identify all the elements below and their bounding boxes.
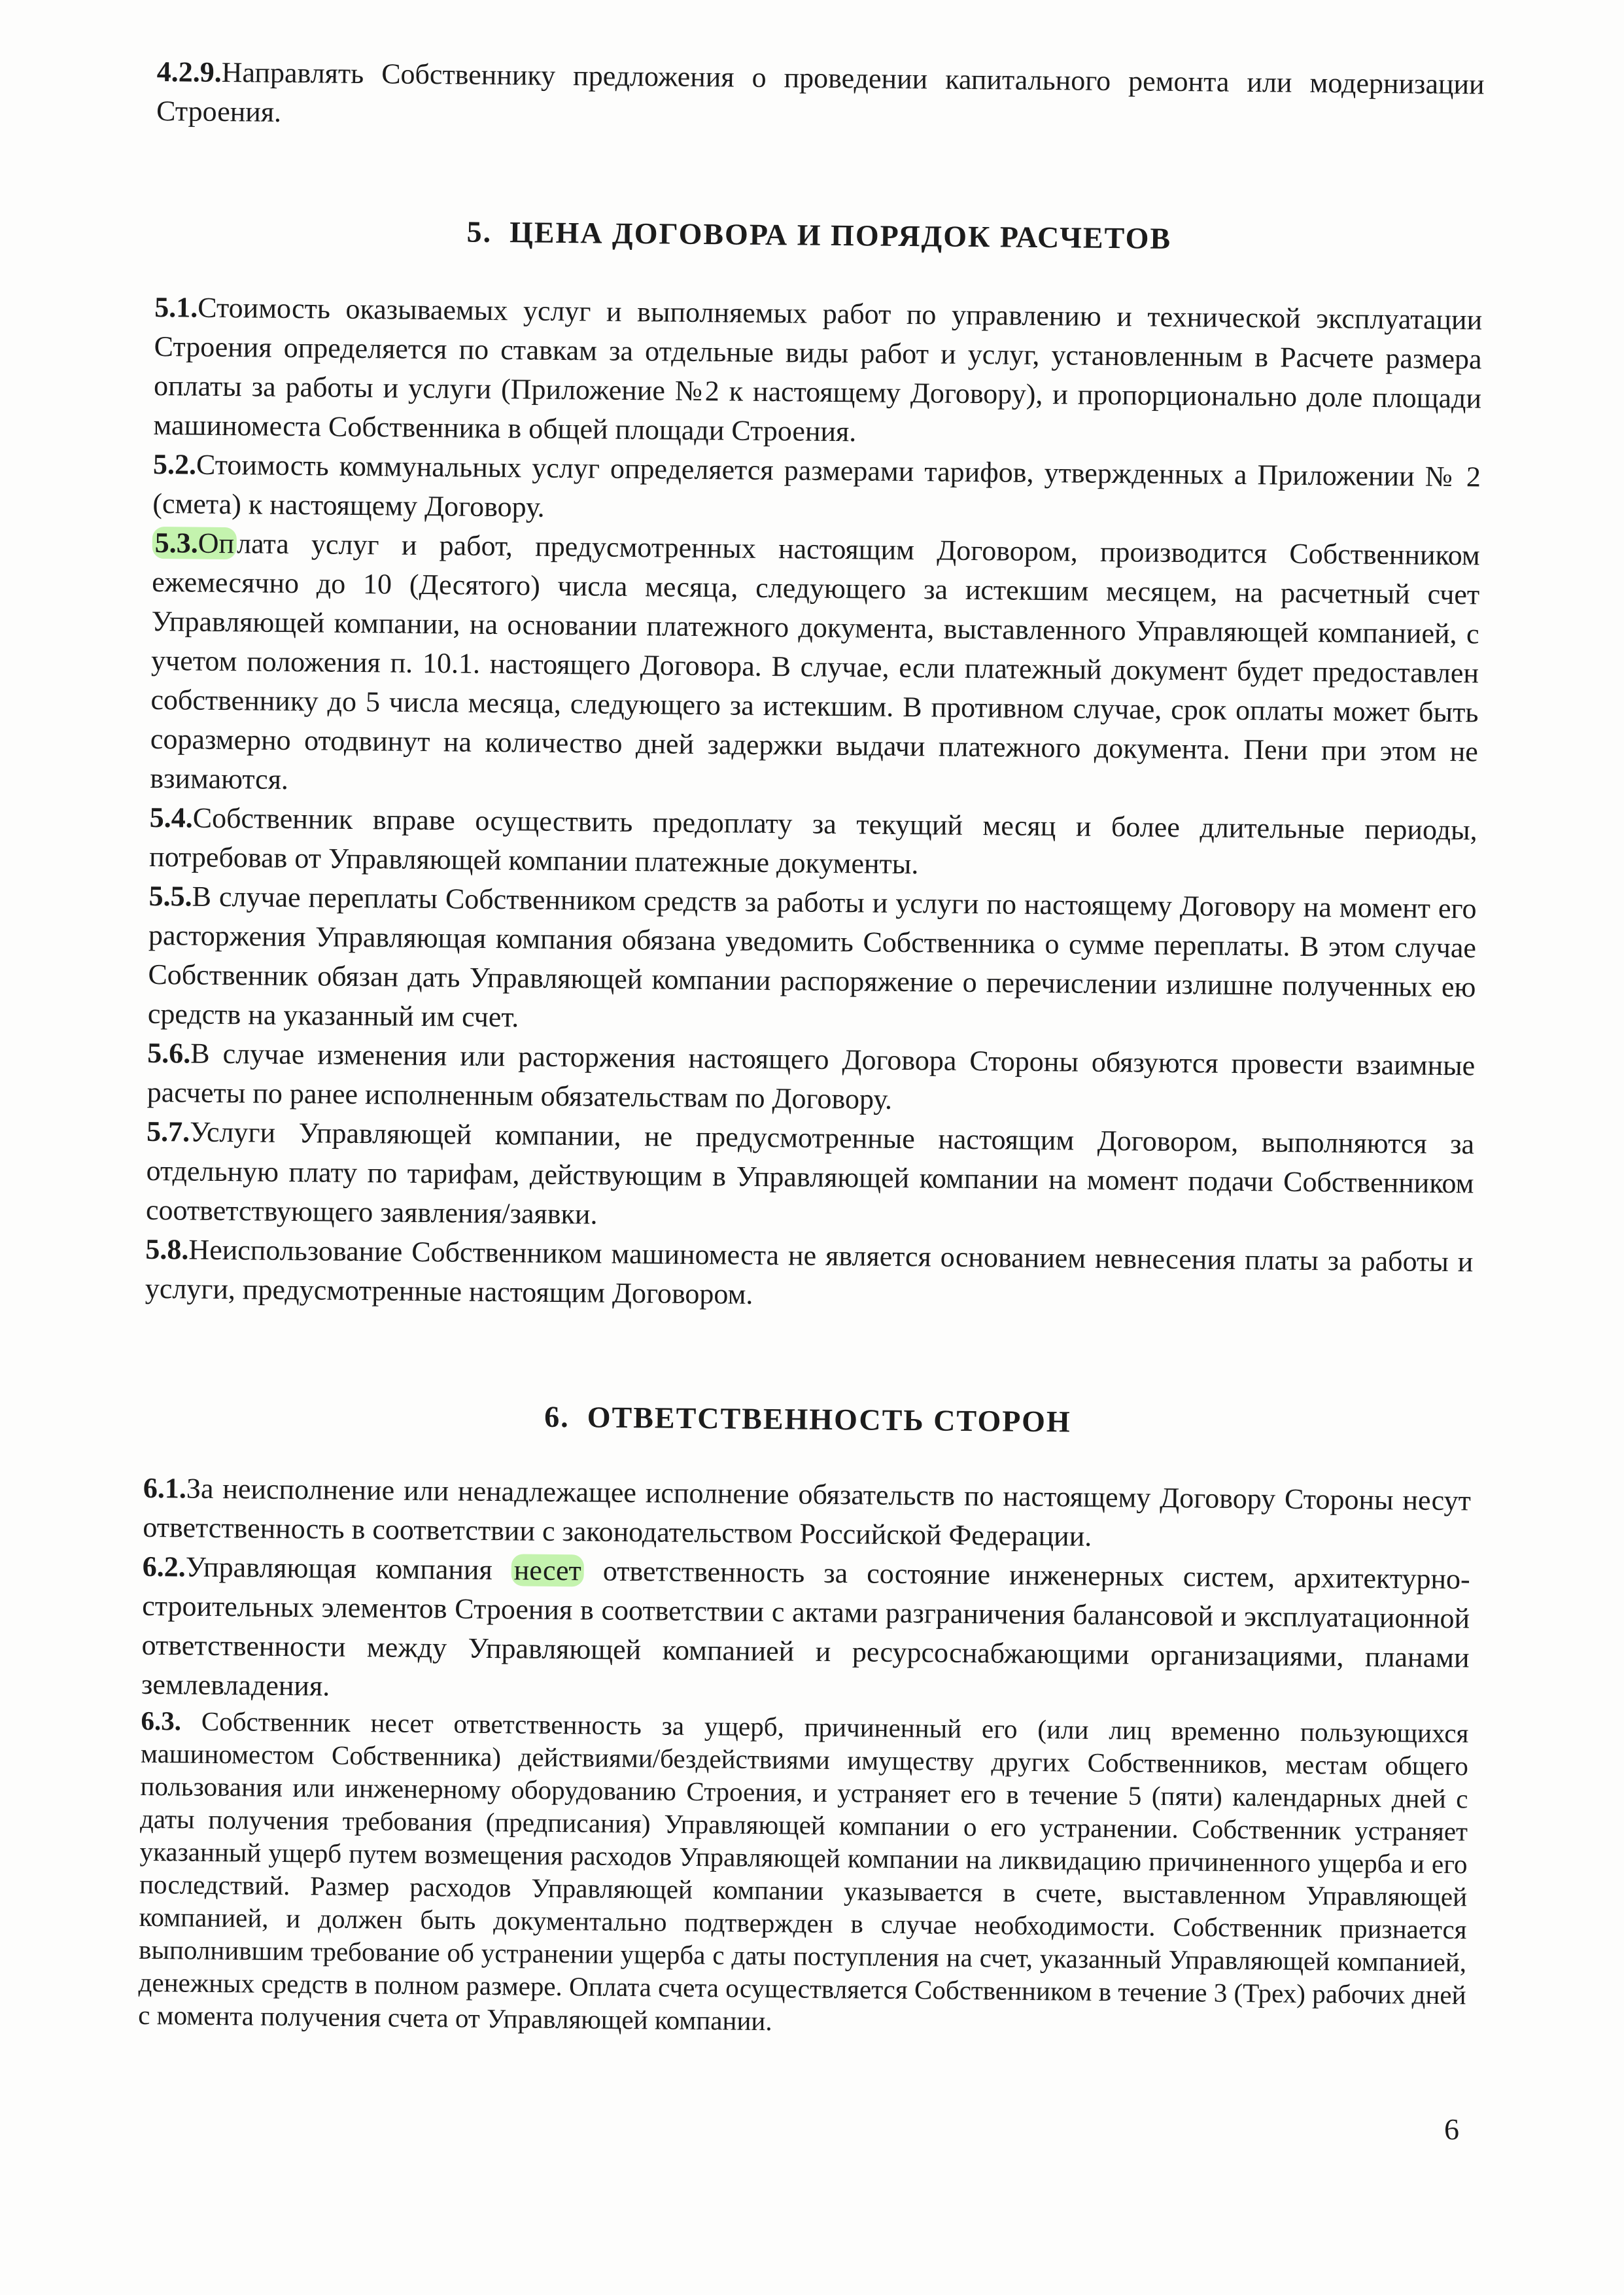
clause-number: 5.1. (154, 290, 198, 324)
clause-number: 5.5. (148, 879, 192, 913)
clause-5-6 (147, 1034, 1475, 1125)
clause-text-continued: ответственность за состояние инженерных систем, архитектурно-строительных элементов Строения в соответствии с актами разграничения балансовой и эксплуатационной ответственности между Управляющей компанией и ресурсоснабжающими организациями, планами землевладения. (141, 1554, 1470, 1702)
clause-5-4 (149, 798, 1477, 889)
clause-text: Направлять Собственнику предложения о проведении капитального ремонта или модернизации Строения. (156, 56, 1485, 128)
clause-6-3 (138, 1704, 1469, 2044)
clause-number: 6.2. (142, 1550, 186, 1583)
clause-text: В случае изменения или расторжения настоящего Договора Стороны обязуются провести взаимные расчеты по ранее исполненным обязательствам по Договору. (147, 1037, 1476, 1115)
clause-text: Собственник вправе осуществить предоплату за текущий месяц и более длительные периоды, потребовав от Управляющей компании платежные документы. (148, 801, 1477, 881)
highlighted-text: несет (511, 1554, 584, 1586)
clause-text: Услуги Управляющей компании, не предусмотренные настоящим Договором, выполняются за отдельную плату по тарифам, действующим в Управляющей компании на момент подачи Собственником соответствующего заявления/заявки. (145, 1115, 1475, 1231)
clause-number: 5.7. (146, 1115, 190, 1148)
clause-6-1 (143, 1469, 1471, 1560)
section-title: ОТВЕТСТВЕННОСТЬ СТОРОН (587, 1400, 1071, 1439)
clause-text: Собственник несет ответственность за ущерб, причиненный его (или лиц временно пользующихся машиноместом Собственника) действиями/бездействиями имуществу других Собственников, местам общего пользования или инженерному оборудованию Строения, и устраняет его в течение 5 (пяти) календарных дней с даты получения требования (предписания) Управляющей компании о его устранении. Собственник устраняет указанный ущерб путем возмещения расходов Управляющей компании на ликвидацию причиненного ущерба и его последствий. Размер расходов Управляющей компании указывается в счете, выставленном Управляющей компанией, и должен быть документально подтвержден в случае необходимости. Собственник признается выполнившим требование об устранении ущерба с даты поступления на счет, указанный Управляющей компанией, денежных средств в полном размере. Оплата счета осуществляется Собственником в течение 3 (Трех) рабочих дней с момента получения счета от Управляющей компании. (137, 1706, 1469, 2037)
highlighted-text: Оп (198, 527, 235, 560)
clause-text: лата услуг и работ, предусмотренных настоящим Договором, производится Собственником ежемесячно до 10 (Десятого) числа месяца, следующего за истекшим месяцем, на расчетный счет Управляющей компании, на основании платежного документа, выставленного Управляющей компанией, с учетом положения п. 10.1. настоящего Договора. В случае, если платежный документ будет предоставлен собственнику до 5 числа месяца, следующего за истекшим. В противном случае, срок оплаты может быть соразмерно отодвинут на количество дней задержки выдачи платежного документа. Пени при этом не взимаются. (150, 527, 1480, 796)
section-title: ЦЕНА ДОГОВОРА И ПОРЯДОК РАСЧЕТОВ (509, 215, 1172, 255)
clause-number: 4.2.9. (156, 55, 222, 88)
clause-text: В случае переплаты Собственником средств за работы и услуги по настоящему Договору на момент его расторжения Управляющая компания обязана уведомить Собственника о сумме переплаты. В этом случае Собственник обязан дать Управляющей компании распоряжение о перечислении излишне полученных ею средств на указанный им счет. (147, 880, 1477, 1034)
section-number: 6. (544, 1399, 570, 1434)
clause-5-5 (148, 877, 1477, 1046)
clause-5-2 (152, 445, 1481, 536)
clause-number: 5.2. (152, 447, 197, 481)
clause-5-8 (145, 1230, 1474, 1321)
highlight-marker (152, 527, 237, 559)
clause-number: 5.8. (145, 1233, 189, 1266)
clause-text: За неисполнение или ненадлежащее исполнение обязательств по настоящему Договору Стороны несут ответственность в соответствии с законодательством Российской Федерации. (143, 1472, 1472, 1552)
clause-5-3 (150, 523, 1480, 811)
clause-text: Стоимость коммунальных услуг определяется размерами тарифов, утвержденных а Приложении № 2 (смета) к настоящему Договору. (152, 448, 1481, 523)
clause-6-2 (141, 1547, 1470, 1717)
clause-text: Неиспользование Собственником машиноместа не является основанием невнесения платы за работы и услуги, предусмотренные настоящим Договором. (145, 1233, 1474, 1310)
clause-5-1 (153, 288, 1482, 457)
clause-number: 6.1. (143, 1471, 187, 1505)
clause-5-7 (146, 1112, 1475, 1242)
section-number: 5. (466, 215, 492, 249)
clause-number: 5.3. (154, 527, 199, 559)
clause-text: Стоимость оказываемых услуг и выполняемых работ по управлению и технической эксплуатации Строения определяется по ставкам за отдельные виды работ и услуг, установленным в Расчете размера оплаты за работы и услуги (Приложение №2 к настоящему Договору), и пропорционально доле площади машиноместа Собственника в общей площади Строения. (153, 291, 1483, 448)
clause-number: 5.6. (147, 1036, 191, 1070)
clause-number: 5.4. (149, 801, 194, 834)
page-number: 6 (1444, 2112, 1459, 2146)
clause-number: 6.3. (141, 1705, 182, 1736)
document-body (138, 52, 1485, 2044)
clause-text: Управляющая компания (185, 1550, 512, 1586)
clause-4-2-9 (156, 52, 1485, 143)
